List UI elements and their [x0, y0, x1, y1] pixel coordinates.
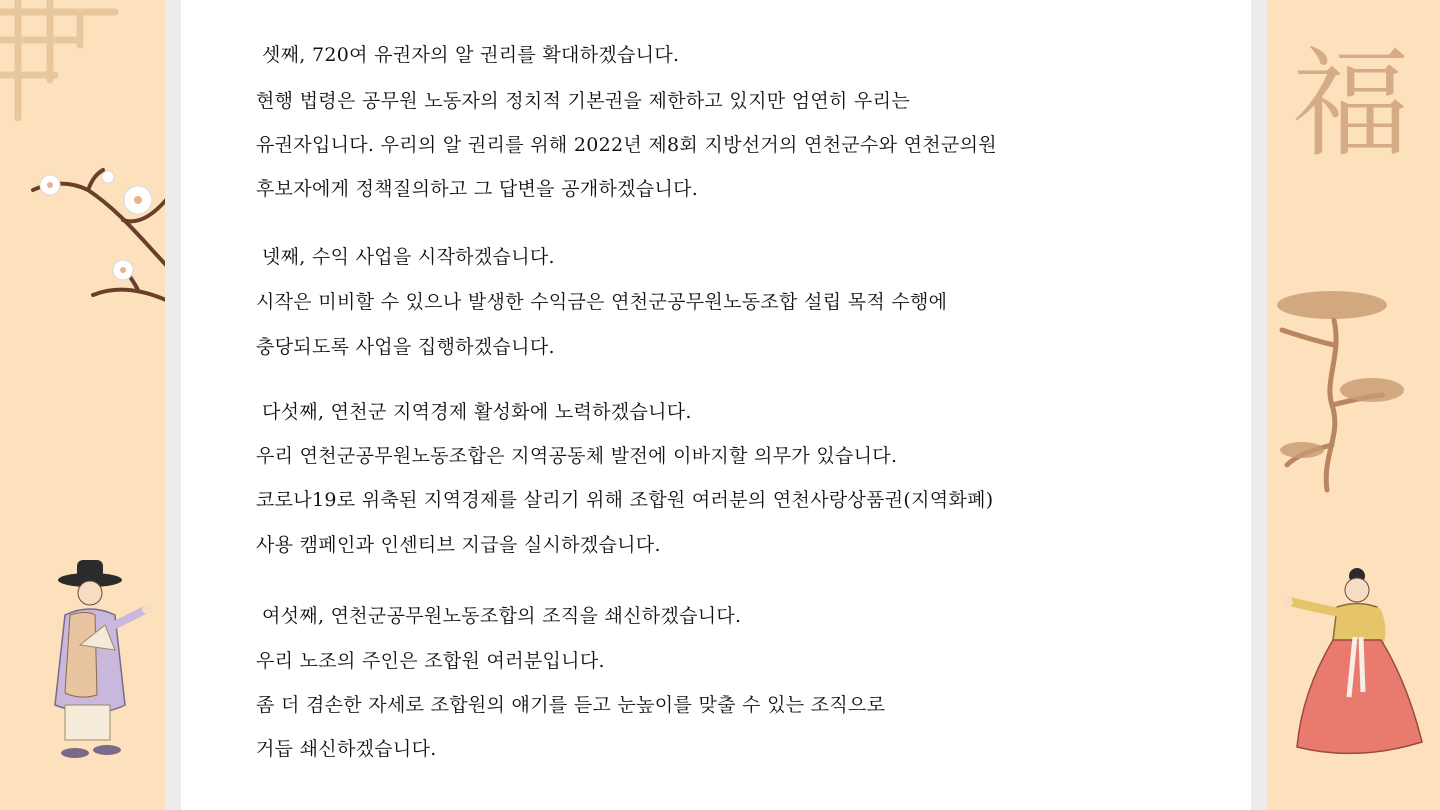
woman-in-hanbok-icon — [1277, 562, 1437, 762]
paragraph-line: 유권자입니다. 우리의 알 권리를 위해 2022년 제8회 지방선거의 연천군수와 연천군의원 — [256, 134, 997, 156]
fortune-character-icon: 福 — [1292, 35, 1411, 173]
paragraph-line: 좀 더 겸손한 자세로 조합원의 얘기를 듣고 눈높이를 맞출 수 있는 조직으로 — [256, 694, 886, 716]
heading-fourth: 넷째, 수익 사업을 시작하겠습니다. — [262, 246, 555, 268]
pine-tree-icon — [1272, 285, 1407, 495]
paragraph-line: 충당되도록 사업을 집행하겠습니다. — [256, 336, 555, 358]
paragraph-line: 현행 법령은 공무원 노동자의 정치적 기본권을 제한하고 있지만 엄연히 우리는 — [256, 90, 910, 112]
paragraph-line: 후보자에게 정책질의하고 그 답변을 공개하겠습니다. — [256, 178, 699, 200]
paragraph-line: 시작은 미비할 수 있으나 발생한 수익금은 연천군공무원노동조합 설립 목적 수행에 — [256, 291, 948, 313]
plum-blossom-branch-icon — [28, 165, 168, 315]
paragraph-line: 코로나19로 위축된 지역경제를 살리기 위해 조합원 여러분의 연천사랑상품권(지역화폐) — [256, 489, 994, 511]
heading-sixth: 여섯째, 연천군공무원노동조합의 조직을 쇄신하겠습니다. — [262, 605, 742, 627]
scholar-with-fan-icon — [25, 555, 155, 770]
lattice-frame-icon — [0, 0, 125, 125]
heading-third: 셋째, 720여 유권자의 알 권리를 확대하겠습니다. — [262, 44, 680, 66]
paragraph-line: 우리 노조의 주인은 조합원 여러분입니다. — [256, 650, 605, 672]
paragraph-line: 거듭 쇄신하겠습니다. — [256, 738, 437, 760]
heading-fifth: 다섯째, 연천군 지역경제 활성화에 노력하겠습니다. — [262, 401, 692, 423]
right-decor-panel — [1267, 0, 1440, 810]
paragraph-line: 우리 연천군공무원노동조합은 지역공동체 발전에 이바지할 의무가 있습니다. — [256, 445, 898, 467]
paragraph-line: 사용 캠페인과 인센티브 지급을 실시하겠습니다. — [256, 534, 661, 556]
left-decor-panel — [0, 0, 165, 810]
